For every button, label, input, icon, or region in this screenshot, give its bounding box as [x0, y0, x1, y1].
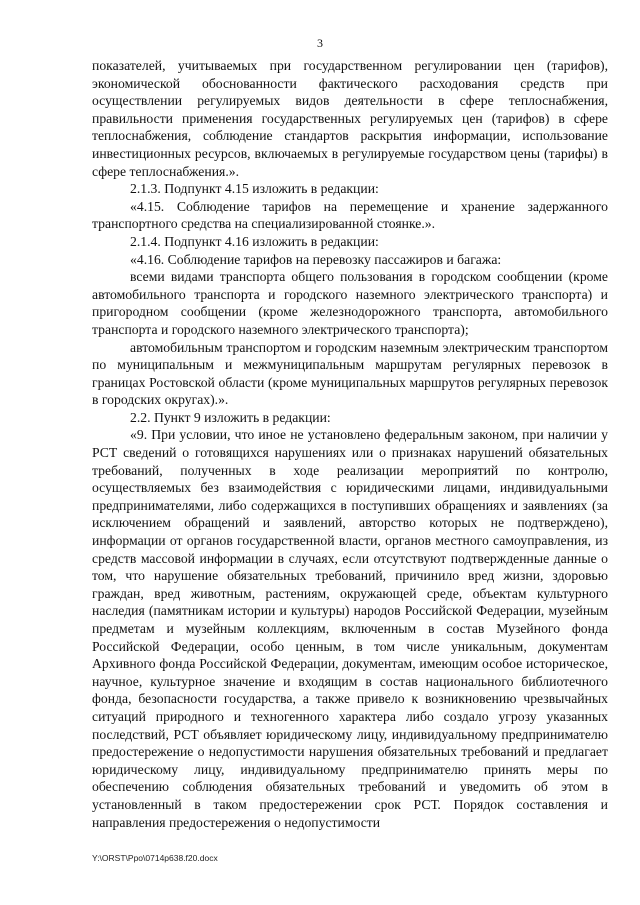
paragraph-2-2: 2.2. Пункт 9 изложить в редакции:: [130, 409, 331, 425]
document-body: [92, 57, 608, 831]
paragraph-continuation: показателей, учитываемых при государственном регулировании цен (тарифов), экономической обоснованности фактического расходования средств при осуществлении регулируемых видов деятельности в сфере теплоснабжения, правильности применения государственных регулируемых цен (тарифов) в сфере теплоснабжения, соблюдение стандартов раскрытия информации, использование инвестиционных ресурсов, включаемых в регулируемые государством цены (тарифы) в сфере теплоснабжения.».: [92, 58, 608, 179]
page-number: 3: [317, 36, 323, 50]
paragraph-auto-transport: автомобильным транспортом и городским наземным электрическим транспортом по муниципальным и межмуниципальным маршрутам регулярных перевозок в границах Ростовской области (кроме муниципальных маршрутов регулярных перевозок в городских округах).».: [92, 339, 608, 408]
paragraph-2-1-4: 2.1.4. Подпункт 4.16 изложить в редакции:: [130, 233, 379, 249]
paragraph-4-15: «4.15. Соблюдение тарифов на перемещение и хранение задержанного транспортного средства на специализированной стоянке.».: [92, 198, 608, 232]
paragraph-9: «9. При условии, что иное не установлено федеральным законом, при наличии у РСТ сведений о готовящихся нарушениях или о признаках нарушений обязательных требований, полученных в ходе реализации мероприятий по контролю, осуществляемых без взаимодействия с юридическими лицами, индивидуальными предпринимателями, либо содержащихся в поступивших обращениях и заявлениях (за исключением обращений и заявлений, авторство которых не подтверждено), информации от органов государственной власти, органов местного самоуправления, из средств массовой информации в случаях, если отсутствуют подтвержденные данные о том, что нарушение обязательных требований, причинило вред жизни, здоровью граждан, вред животным, растениям, окружающей среде, объектам культурного наследия (памятникам истории и культуры) народов Российской Федерации, музейным предметам и музейным коллекциям, включенным в состав Музейного фонда Российской Федерации, особо ценным, в том числе уникальным, документам Архивного фонда Российской Федерации, документам, имеющим особое историческое, научное, культурное значение и входящим в состав национального библиотечного фонда, безопасности государства, а также привело к возникновению чрезвычайных ситуаций природного и техногенного характера либо создало угрозу указанных последствий, РСТ объявляет юридическому лицу, индивидуальному предпринимателю предостережение о недопустимости нарушения обязательных требований и предлагает юридическому лицу, индивидуальному предпринимателю принять меры по обеспечению соблюдения обязательных требований и уведомить об этом в установленный в таком предостережении срок РСТ. Порядок составления и направления предостережения о недопустимости: [92, 427, 608, 830]
paragraph-4-16: «4.16. Соблюдение тарифов на перевозку пассажиров и багажа:: [130, 251, 502, 267]
paragraph-2-1-3: 2.1.3. Подпункт 4.15 изложить в редакции:: [130, 181, 379, 197]
footer-file-path: Y:\ORST\Ppo\0714p638.f20.docx: [92, 853, 218, 863]
paragraph-public-transport: всеми видами транспорта общего пользования в городском сообщении (кроме автомобильного транспорта и городского наземного электрического транспорта) и пригородном сообщении (кроме железнодорожного транспорта, автомобильного транспорта и городского наземного электрического транспорта);: [92, 269, 608, 337]
